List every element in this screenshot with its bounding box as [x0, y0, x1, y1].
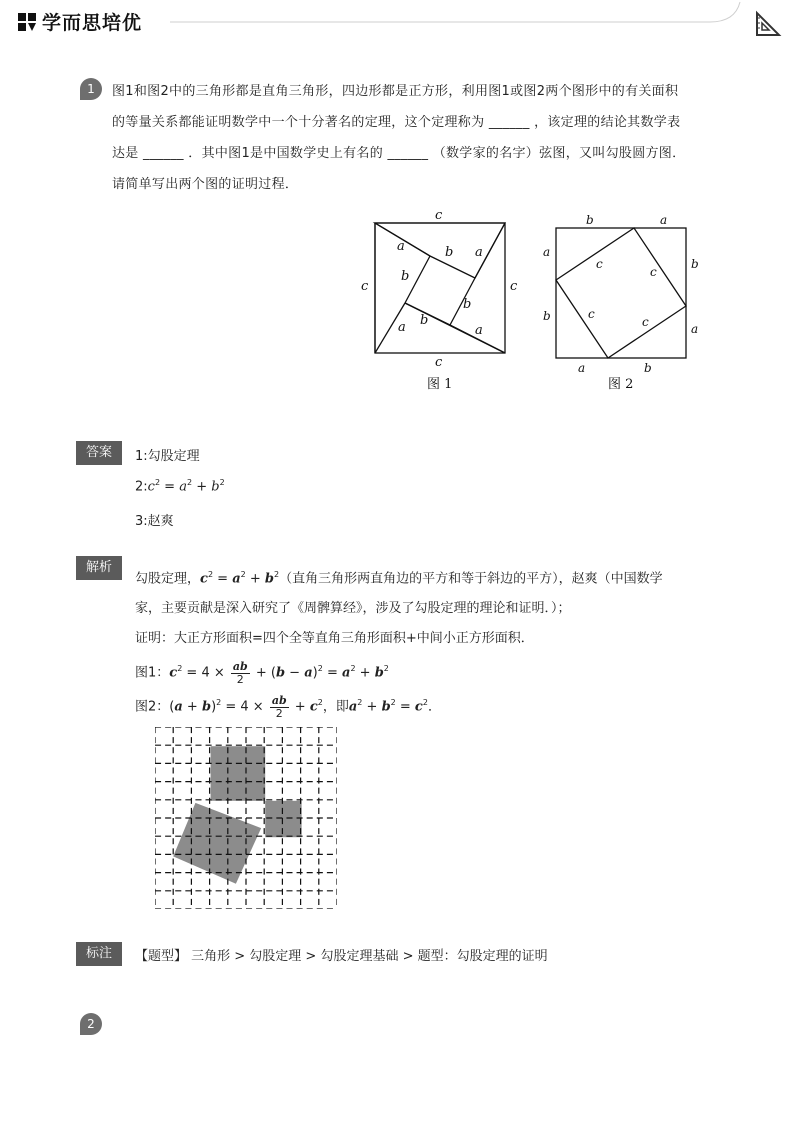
fig1-label: b — [420, 313, 429, 328]
question-number-badge: 1 — [80, 78, 102, 100]
question-line-3: 达是 ______ ．其中图1是中国数学史上有名的 ______ （数学家的名字）弦图，又叫勾股圆方图． — [112, 146, 686, 161]
fig1-label: c — [435, 208, 443, 223]
analysis-text: ． — [427, 699, 441, 715]
fig2-label: b — [644, 361, 652, 375]
figure-1-diagram — [355, 208, 525, 398]
fig2-label: a — [578, 361, 586, 375]
fig1-caption: 图 1 — [427, 377, 453, 392]
fig2-label: c — [642, 315, 649, 329]
fig1-label: b — [463, 297, 472, 312]
analysis-line-4: 图1：$c^2 = 4$ × $\frac{ab}{2}$ + $(b - a)^2 = a^2 + b^2$ — [135, 659, 389, 686]
question-text — [112, 76, 712, 200]
fig1-label: b — [445, 245, 454, 260]
tilted-square-shape — [173, 803, 261, 884]
header-divider — [0, 0, 794, 40]
fig2-label: a — [691, 322, 699, 336]
fig1-label: a — [398, 320, 406, 335]
answer-tag: 答案 — [76, 441, 122, 465]
question-line-4: 请简单写出两个图的证明过程． — [112, 177, 299, 192]
fig2-label: a — [543, 245, 551, 259]
fig2-label: b — [691, 257, 699, 271]
fig1-label: b — [401, 269, 410, 284]
fig2-label: a — [660, 213, 668, 227]
ruler-triangle-icon — [754, 10, 782, 38]
answer-3: 3:赵爽 — [135, 514, 174, 529]
fig2-label: c — [650, 265, 657, 279]
question-line-2: 的等量关系都能证明数学中一个十分著名的定理，这个定理称为 ______ ，该定理的结论其数学表 — [112, 115, 681, 130]
fig1-label: a — [397, 239, 405, 254]
analysis-body — [135, 560, 715, 722]
math-var: c — [147, 479, 155, 495]
analysis-text: ，即 — [322, 699, 349, 715]
square-shape — [211, 746, 266, 801]
analysis-line-2: 家，主要贡献是深入研究了《周髀算经》，涉及了勾股定理的理论和证明．）； — [135, 601, 571, 617]
fig1-label: a — [475, 245, 483, 260]
brand-name: 学而思培优 — [42, 12, 143, 34]
analysis-line-1: 勾股定理，$c^2 = a^2 + b^2$（直角三角形两直角边的平方和等于斜边的平方），赵爽（中国数学 — [135, 570, 663, 587]
answer-2: $2:c^2 = a^2 + b^2$ — [135, 478, 225, 495]
fig2-label: b — [586, 213, 594, 227]
analysis-text: 勾股定理， — [135, 571, 201, 587]
analysis-line-3: 证明：大正方形面积=四个全等直角三角形面积+中间小正方形面积． — [135, 631, 534, 647]
grid-diagram — [155, 727, 337, 909]
note-text: 【题型】 三角形 > 勾股定理 > 勾股定理基础 > 题型：勾股定理的证明 — [135, 949, 548, 964]
fig1-label: c — [361, 279, 369, 294]
analysis-text: （直角三角形两直角边的平方和等于斜边的平方），赵爽（中国数学 — [279, 571, 663, 587]
fig1-label: a — [475, 323, 483, 338]
analysis-text: 图1： — [135, 665, 170, 681]
math-var: a — [179, 479, 187, 495]
analysis-tag: 解析 — [76, 556, 122, 580]
analysis-line-5: 图2：$(a + b)^2 = 4$ × $\frac{ab}{2}$ + $c^2$，即$a^2 + b^2 = c^2$． — [135, 693, 441, 720]
square-shape — [265, 801, 301, 837]
figure-2-diagram — [538, 208, 708, 398]
fig2-label: c — [596, 257, 603, 271]
fig1-label: c — [510, 279, 518, 294]
answer-2-prefix: 2: — [135, 479, 148, 495]
analysis-text: 图2： — [135, 699, 170, 715]
math-op: = — [160, 479, 180, 495]
fig2-label: b — [543, 309, 551, 323]
fig2-caption: 图 2 — [608, 377, 634, 392]
note-tag: 标注 — [76, 942, 122, 966]
fig2-label: c — [588, 307, 595, 321]
math-var: b — [211, 479, 220, 495]
question-2-number-badge: 2 — [80, 1013, 102, 1035]
answer-1: 1:勾股定理 — [135, 449, 200, 464]
math-op: + — [192, 479, 212, 495]
fig1-label: c — [435, 355, 443, 370]
question-line-1: 图1和图2中的三角形都是直角三角形，四边形都是正方形，利用图1或图2两个图形中的有关面积 — [112, 84, 679, 99]
